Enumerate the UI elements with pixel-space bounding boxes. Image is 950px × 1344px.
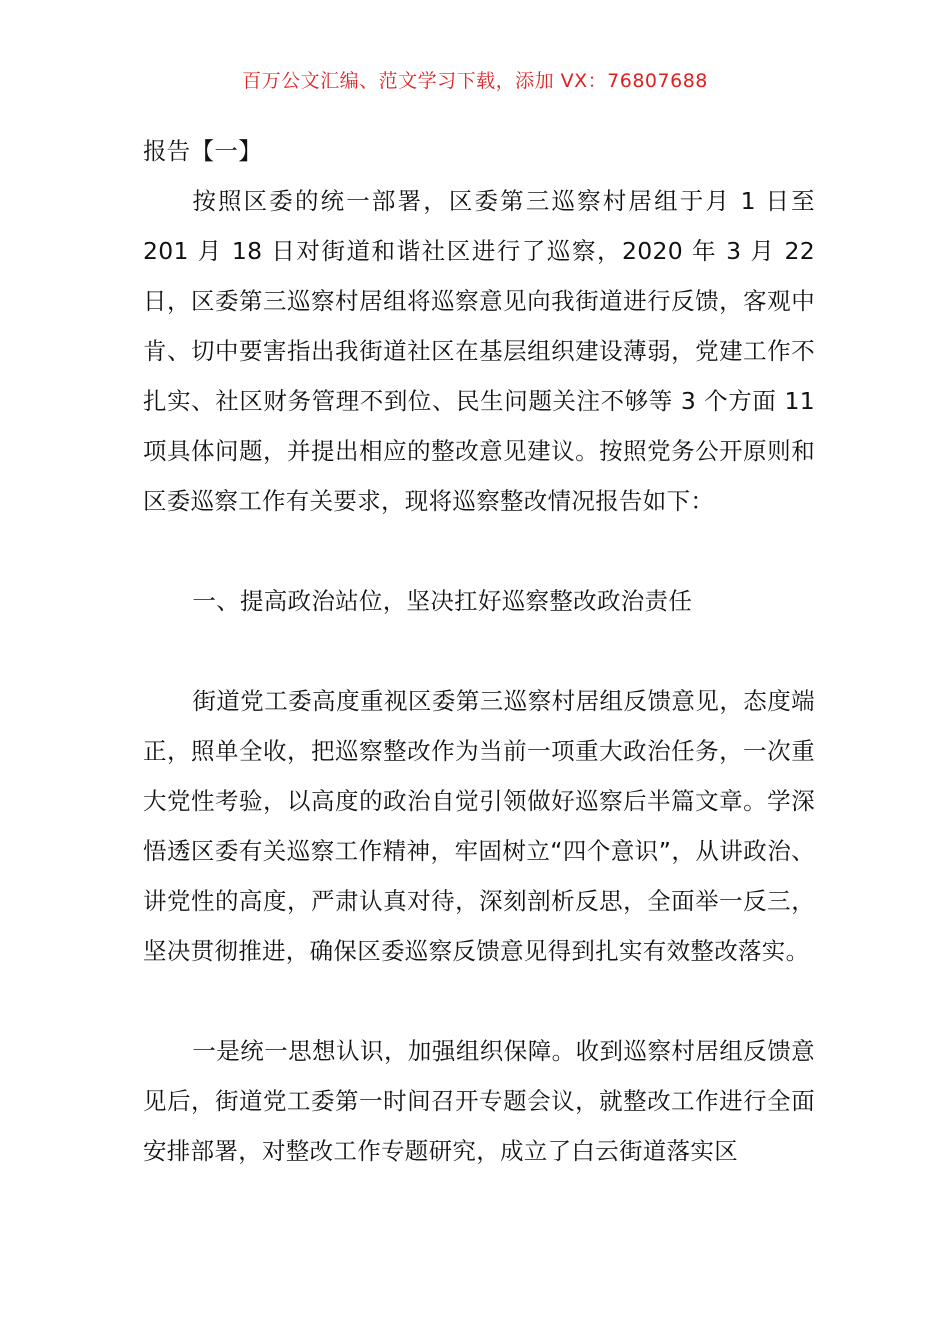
- paragraph-point-1: 一是统一思想认识，加强组织保障。收到巡察村居组反馈意见后，街道党工委第一时间召开专题会议，就整改工作进行全面安排部署，对整改工作专题研究，成立了白云街道落实区: [143, 1037, 815, 1165]
- document-body: [143, 126, 815, 1176]
- section-heading-1: 一、提高政治站位，坚决扛好巡察整改政治责任: [192, 587, 693, 615]
- paragraph-gap: [143, 626, 815, 676]
- paragraph-gap: [143, 526, 815, 576]
- watermark-header: 百万公文汇编、范文学习下载，添加 VX：76807688: [242, 70, 708, 92]
- paragraph-section-1: 街道党工委高度重视区委第三巡察村居组反馈意见，态度端正，照单全收，把巡察整改作为当前一项重大政治任务，一次重大党性考验，以高度的政治自觉引领做好巡察后半篇文章。学深悟透区委有关巡察工作精神，牢固树立“四个意识”，从讲政治、讲党性的高度，严肃认真对待，深刻剖析反思，全面举一反三，坚决贯彻推进，确保区委巡察反馈意见得到扎实有效整改落实。: [143, 687, 815, 965]
- paragraph-intro: 按照区委的统一部署，区委第三巡察村居组于月 1 日至 201 月 18 日对街道和谐社区进行了巡察，2020 年 3 月 22 日，区委第三巡察村居组将巡察意见向我街道进行反馈，客观中肯、切中要害指出我街道社区在基层组织建设薄弱，党建工作不扎实、社区财务管理不到位、民生问题关注不够等 3 个方面 11 项具体问题，并提出相应的整改意见建议。按照党务公开原则和区委巡察工作有关要求，现将巡察整改情况报告如下：: [143, 187, 815, 515]
- paragraph-gap: [143, 976, 815, 1026]
- document-title: 报告【一】: [143, 137, 262, 165]
